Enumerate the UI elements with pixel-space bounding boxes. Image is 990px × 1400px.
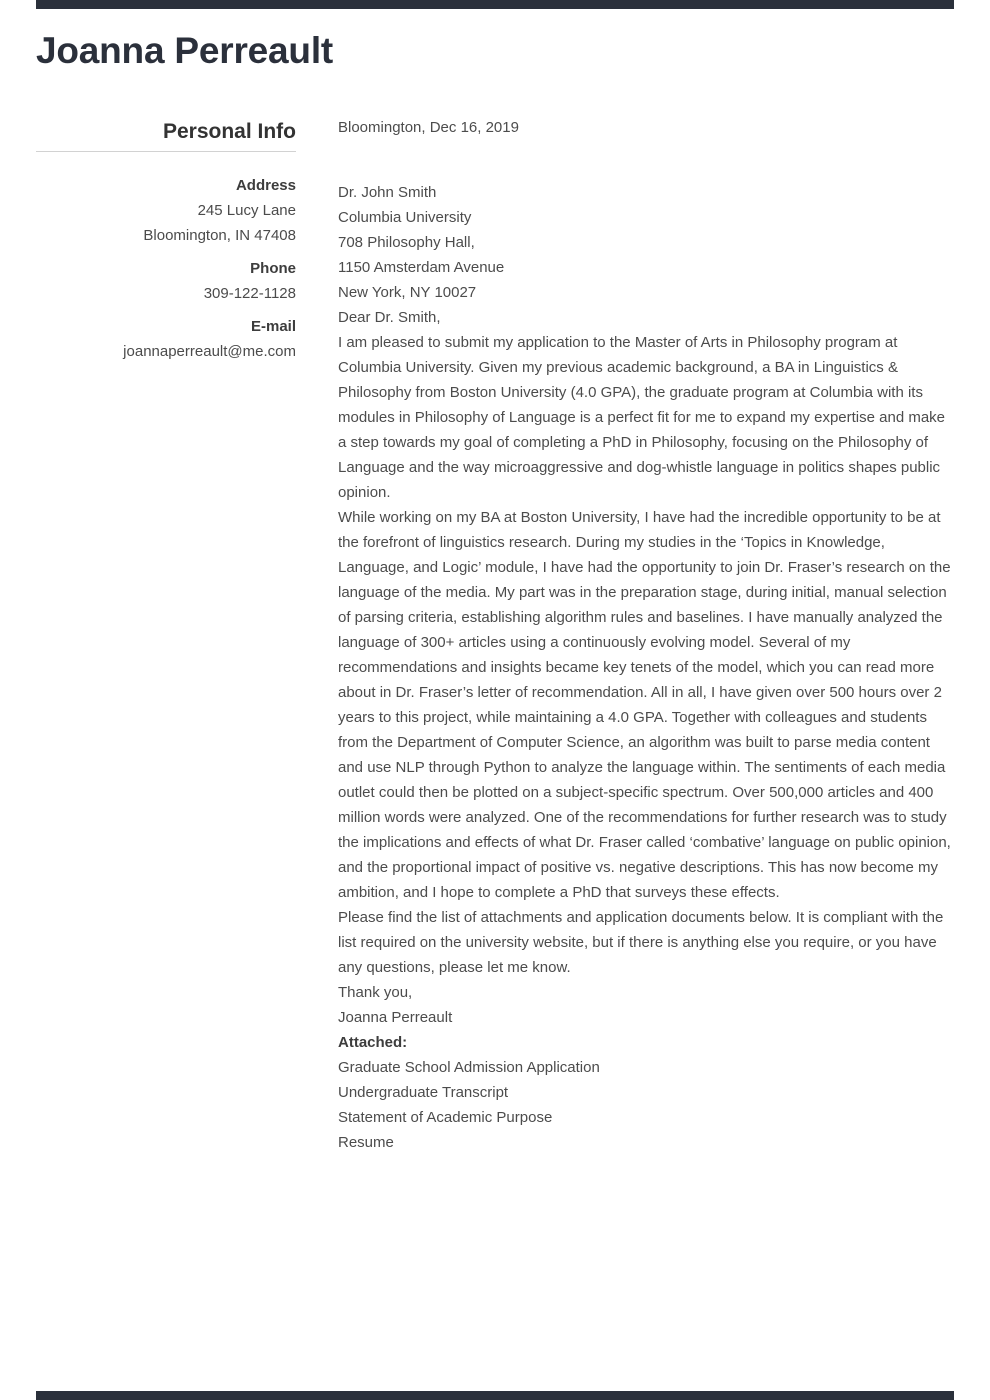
attached-heading: Attached: [338,1034,408,1051]
recipient-line: 708 Philosophy Hall, [338,234,475,251]
date-line: Bloomington, Dec 16, 2019 [338,119,519,136]
sidebar-divider [36,151,296,152]
address-line: Bloomington, IN 47408 [143,227,296,244]
email-label: E-mail [250,318,296,335]
email-value: joannaperreault@me.com [123,343,296,360]
body-paragraph: I am pleased to submit my application to the Master of Arts in Philosophy program at Columbia University. Given my previous academic background, a BA in Linguistics & Philosophy from Boston University (4.0 GPA), the graduate program at Columbia with its modules in Philosophy of Language is a perfect fit for me to expand my expertise and make a step towards my goal of completing a PhD in Philosophy, focusing on the Philosophy of Language and the way microaggressive and dog-whistle language in politics shapes public opinion. [338,334,946,501]
personal-info-heading: Personal Info [162,120,296,143]
address-line: 245 Lucy Lane [197,202,296,219]
recipient-block [338,180,954,305]
bottom-accent-bar [36,1391,954,1400]
phone-label: Phone [250,260,296,277]
attachments-list [338,1055,954,1155]
email-group [36,314,296,364]
top-accent-bar [36,0,954,9]
salutation: Dear Dr. Smith, [338,309,441,326]
attachment-item: Graduate School Admission Application [338,1059,600,1076]
attachment-item: Resume [338,1134,394,1151]
content-columns [36,115,954,1155]
closing-line: Thank you, [338,984,413,1001]
phone-value: 309-122-1128 [203,285,296,302]
letter-body [338,115,954,1155]
page-title: Joanna Perreault [36,30,334,71]
address-group [36,173,296,248]
recipient-line: New York, NY 10027 [338,284,477,301]
recipient-line: 1150 Amsterdam Avenue [338,259,505,276]
attachment-item: Statement of Academic Purpose [338,1109,553,1126]
phone-group [36,256,296,306]
body-paragraph: While working on my BA at Boston University, I have had the incredible opportunity to be at the forefront of linguistics research. During my studies in the ‘Topics in Knowledge, Language, and Logic’ module, I have had the opportunity to join Dr. Fraser’s research on the language of the media. My part was in the preparation stage, during initial, manual selection of parsing criteria, establishing algorithm rules and baselines. I have manually analyzed the language of 300+ articles using a continuously evolving model. Several of my recommendations and insights became key tenets of the model, which you can read more about in Dr. Fraser’s letter of recommendation. All in all, I have given over 500 hours over 2 years to this project, while maintaining a 4.0 GPA. Together with colleagues and students from the Department of Computer Science, an algorithm was built to parse media content and use NLP through Python to analyze the language within. The sentiments of each media outlet could then be plotted on a subject-specific spectrum. Over 500,000 articles and 400 million words were analyzed. One of the recommendations for further research was to study the implications and effects of what Dr. Fraser called ‘combative’ language on public opinion, and the proportional impact of positive vs. negative descriptions. This has now become my ambition, and I hope to complete a PhD that surveys these effects. [338,509,951,901]
body-paragraph: Please find the list of attachments and application documents below. It is compliant with the list required on the university website, but if there is anything else you require, or you have any questions, please let me know. [338,909,944,976]
recipient-line: Columbia University [338,209,472,226]
address-label: Address [235,177,296,194]
signature-name: Joanna Perreault [338,1009,453,1026]
personal-info-sidebar [36,115,296,1155]
recipient-line: Dr. John Smith [338,184,437,201]
attachment-item: Undergraduate Transcript [338,1084,509,1101]
